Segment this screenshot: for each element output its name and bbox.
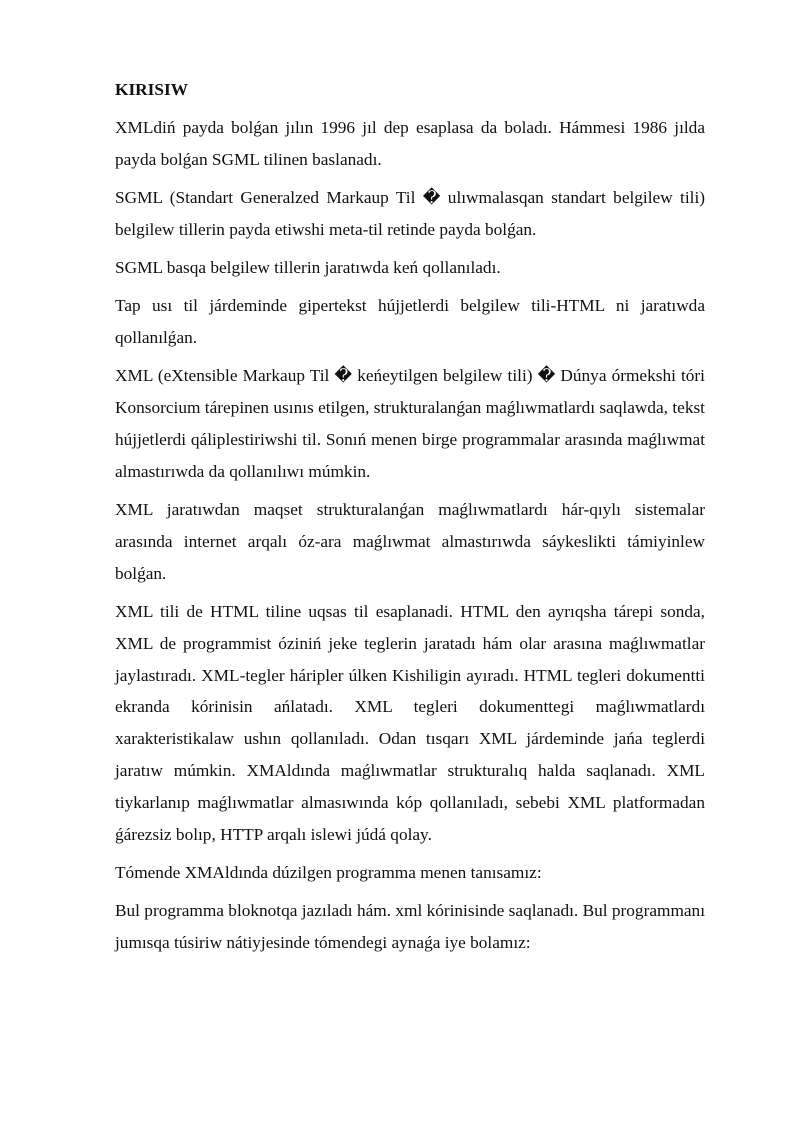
document-page <box>115 74 705 965</box>
paragraph-xml-purpose: XML jaratıwdan maqset strukturalanǵan maǵlıwmatlardı hár-qıylı sistemalar arasında internet arqalı óz-ara maǵlıwmat almastırıwda sáykeslikti támiyinlew bolǵan. <box>115 500 705 583</box>
paragraph-html-origin: Tap usı til járdeminde gipertekst hújjetlerdi belgilew tili-HTML ni jaratıwda qollanılǵan. <box>115 296 705 348</box>
document-heading: KIRISIW <box>115 80 188 99</box>
paragraph-sgml-usage: SGML basqa belgilew tillerin jaratıwda keń qollanıladı. <box>115 257 501 277</box>
paragraph-sgml-definition: SGML (Standart Generalzed Markaup Til � ulıwmalasqan standart belgilew tili) belgilew tillerin payda etiwshi meta-til retinde payda bolǵan. <box>115 187 705 239</box>
paragraph-program-intro: Tómende XMAldında dúzilgen programma menen tanısamız: <box>115 862 542 882</box>
paragraph-xml-definition: XML (eXtensible Markaup Til � keńeytilgen belgilew tili) � Dúnya órmekshi tóri Konsorcium tárepinen usınıs etilgen, strukturalanǵan maǵlıwmatlardı saqlawda, tekst hújjetlerdi qáliplestiriwshi til. Sonıń menen birge programmalar arasında maǵlıwmat almastırıwda da qollanılıwı múmkin. <box>115 366 705 481</box>
paragraph-program-run: Bul programma bloknotqa jazıladı hám. xml kórinisinde saqlanadı. Bul programmanı jumısqa túsiriw nátiyjesinde tómendegi aynaǵa iye bolamız: <box>115 901 705 952</box>
paragraph-xml-origin: XMLdiń payda bolǵan jılın 1996 jıl dep esaplasa da boladı. Hámmesi 1986 jılda payda bolǵan SGML tilinen baslanadı. <box>115 117 705 169</box>
paragraph-xml-vs-html: XML tili de HTML tiline uqsas til esaplanadi. HTML den ayrıqsha tárepi sonda, XML de programmist óziniń jeke teglerin jaratadı hám olar arasına maǵlıwmatlar jaylastıradı. XML-tegler háripler úlken Kishiligin ayıradı. HTML tegleri dokumentti ekranda kórinisin ańlatadı. XML tegleri dokumenttegi maǵlıwmatlardı xarakteristikalaw ushın qollanıladı. Odan tısqarı XML járdeminde jańa teglerdi jaratıw múmkin. XMAldında maǵlıwmatlar strukturalıq halda saqlanadı. XML tiykarlanıp maǵlıwmatlar almasıwında kóp qollanıladı, sebebi XML platformadan ǵárezsiz bolıp, HTTP arqalı islewi júdá qolay. <box>115 601 705 844</box>
